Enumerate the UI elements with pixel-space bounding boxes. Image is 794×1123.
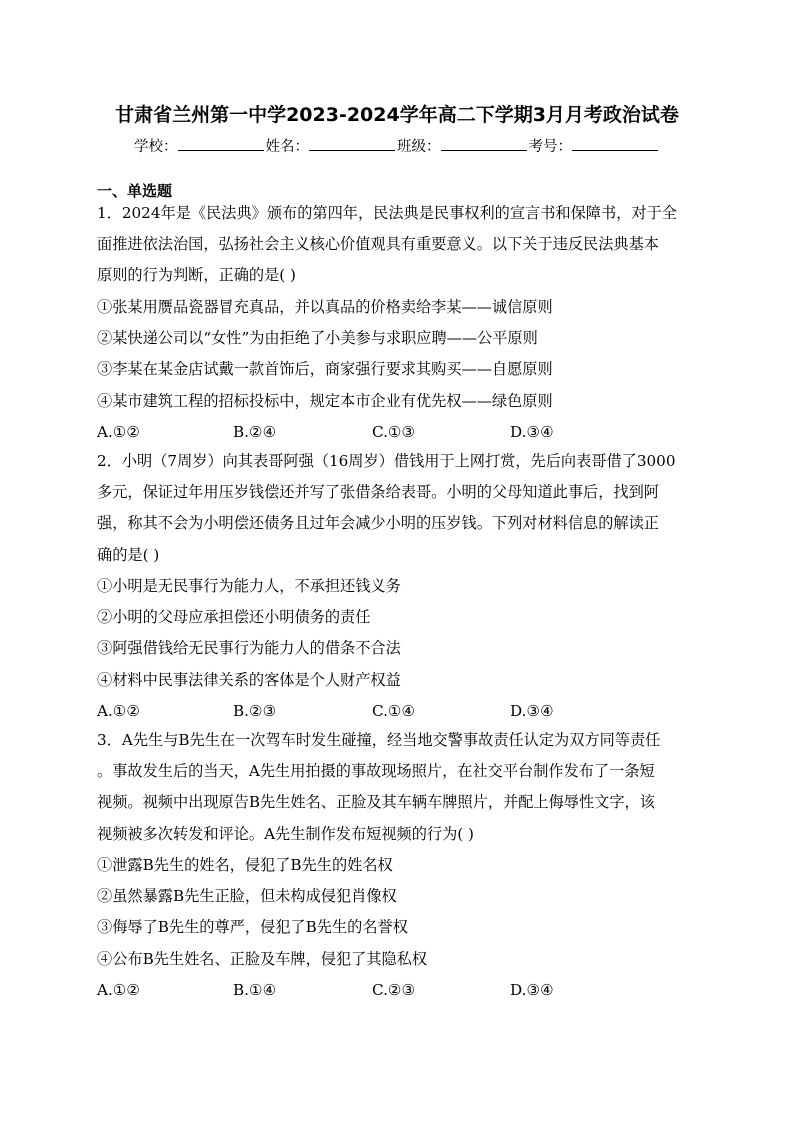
question-2-statement-4: ④材料中民事法律关系的客体是个人财产权益 (97, 671, 401, 689)
question-2-statement-3: ③阿强借钱给无民事行为能力人的借条不合法 (97, 639, 401, 657)
question-1-option-a[interactable]: A.①② (97, 423, 141, 441)
question-2-option-c[interactable]: C.①④ (372, 702, 416, 720)
question-3-statement-3: ③侮辱了B先生的尊严，侵犯了B先生的名誉权 (97, 918, 408, 936)
question-1-statement-3: ③李某在某金店试戴一款首饰后，商家强行要求其购买——自愿原则 (97, 360, 553, 378)
question-1-line-3: 原则的行为判断，正确的是( ) (97, 266, 296, 284)
section-heading: 一、单选题 (97, 182, 173, 200)
question-1-line-2: 面推进依法治国，弘扬社会主义核心价值观具有重要意义。以下关于违反民法典基本 (97, 235, 659, 253)
student-info-row (0, 135, 794, 158)
question-3-option-c[interactable]: C.②③ (372, 981, 416, 999)
question-1-statement-1: ①张某用赝品瓷器冒充真品，并以真品的价格卖给李某——诚信原则 (97, 298, 553, 316)
school-label: 学校： (134, 139, 178, 155)
question-3-statement-2: ②虽然暴露B先生正脸，但未构成侵犯肖像权 (97, 887, 397, 905)
page-title: 甘肃省兰州第一中学2023-2024学年高二下学期3月月考政治试卷 (115, 104, 679, 126)
question-1-statement-2: ②某快递公司以“女性”为由拒绝了小美参与求职应聘——公平原则 (97, 329, 538, 347)
question-2-option-a[interactable]: A.①② (97, 702, 141, 720)
question-3-option-a[interactable]: A.①② (97, 981, 141, 999)
name-label: 姓名： (265, 139, 309, 155)
question-3-statement-1: ①泄露B先生的姓名，侵犯了B先生的姓名权 (97, 856, 393, 874)
question-1-option-c[interactable]: C.①③ (372, 423, 416, 441)
question-3-option-b[interactable]: B.①④ (233, 981, 277, 999)
question-3-statement-4: ④公布B先生姓名、正脸及车牌，侵犯了其隐私权 (97, 950, 428, 968)
question-1-option-b[interactable]: B.②④ (233, 423, 277, 441)
question-2-line-2: 多元，保证过年用压岁钱偿还并写了张借条给表哥。小明的父母知道此事后，找到阿 (97, 483, 659, 501)
question-2-option-d[interactable]: D.③④ (510, 702, 554, 720)
question-2-statement-1: ①小明是无民事行为能力人，不承担还钱义务 (97, 577, 401, 595)
class-label: 班级： (397, 139, 441, 155)
question-1-line-1: 1．2024年是《民法典》颁布的第四年，民法典是民事权利的宣言书和保障书，对于全 (97, 204, 677, 222)
exam-number-label: 考号： (528, 139, 572, 155)
name-blank (309, 135, 395, 151)
question-3-option-d[interactable]: D.③④ (510, 981, 554, 999)
exam-number-blank (572, 135, 658, 151)
question-1-statement-4: ④某市建筑工程的招标投标中，规定本市企业有优先权——绿色原则 (97, 392, 553, 410)
question-2-line-4: 确的是( ) (97, 546, 160, 564)
question-2-statement-2: ②小明的父母应承担偿还小明债务的责任 (97, 608, 371, 626)
question-3-line-3: 视频。视频中出现原告B先生姓名、正脸及其车辆车牌照片，并配上侮辱性文字，该 (97, 793, 655, 811)
school-blank (178, 135, 264, 151)
question-3-line-1: 3．A先生与B先生在一次驾车时发生碰撞，经当地交警事故责任认定为双方同等责任 (97, 731, 661, 749)
question-3-line-2: 。事故发生后的当天，A先生用拍摄的事故现场照片，在社交平台制作发布了一条短 (97, 762, 655, 780)
question-2-option-b[interactable]: B.②③ (233, 702, 277, 720)
question-1-option-d[interactable]: D.③④ (510, 423, 554, 441)
question-2-line-1: 2．小明（7周岁）向其表哥阿强（16周岁）借钱用于上网打赏，先后向表哥借了3000 (97, 452, 676, 470)
question-3-line-4: 视频被多次转发和评论。A先生制作发布短视频的行为( ) (97, 825, 474, 843)
class-blank (441, 135, 527, 151)
question-2-line-3: 强，称其不会为小明偿还债务且过年会减少小明的压岁钱。下列对材料信息的解读正 (97, 514, 659, 532)
